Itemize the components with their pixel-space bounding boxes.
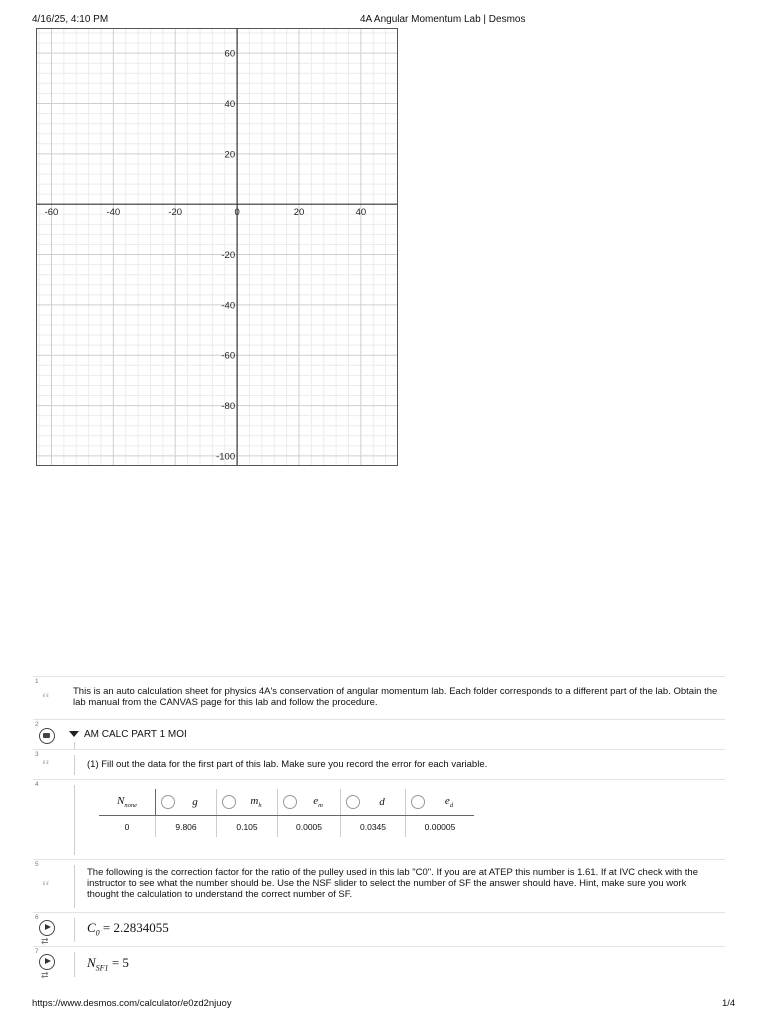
column-toggle-icon[interactable]	[346, 795, 360, 809]
table-cell[interactable]: 0.0345	[341, 816, 406, 838]
note-quote-icon: “	[42, 689, 50, 708]
folder-icon[interactable]	[39, 728, 55, 744]
x-tick-label: 20	[293, 207, 305, 219]
expression-number: 3	[35, 751, 39, 758]
note-quote-icon: “	[42, 877, 50, 896]
column-toggle-icon[interactable]	[161, 795, 175, 809]
folder-indent-bar	[74, 952, 75, 977]
expression-1-note[interactable]	[33, 676, 725, 719]
column-header-g[interactable]: g	[156, 789, 217, 816]
y-tick-label: -20	[221, 250, 236, 262]
folder-indent-bar	[74, 755, 75, 775]
folder-indent-bar	[74, 918, 75, 942]
y-tick-label: -60	[221, 350, 236, 362]
column-toggle-icon[interactable]	[283, 795, 297, 809]
y-tick-label: 20	[224, 149, 236, 161]
expression-list	[33, 676, 725, 981]
expression-7-slider[interactable]	[33, 946, 725, 981]
graph-border	[37, 29, 398, 466]
column-toggle-icon[interactable]	[222, 795, 236, 809]
y-tick-label: -100	[216, 451, 236, 463]
loop-icon[interactable]: ⇄	[41, 936, 49, 946]
folder-indent-bar	[74, 742, 75, 749]
expression-3-note[interactable]	[33, 749, 725, 779]
expression-number: 5	[35, 861, 39, 868]
expression-number: 1	[35, 678, 39, 685]
column-toggle-icon[interactable]	[411, 795, 425, 809]
math-expression[interactable]: $N_{SF1} = 5$	[87, 955, 129, 973]
note-text: The following is the correction factor for the ratio of the pulley used in this lab "C0". If you are at ATEP this number is 1.61. If at IVC check with the instructor to see what the number should be. Use the NSF slider to select the number of SF the answer should have. Hint, make sure you work thought the calculation to understand the correct number of SF.	[87, 867, 699, 900]
expression-number: 6	[35, 914, 39, 921]
math-expression[interactable]: $C_0 = 2.2834055$	[87, 920, 169, 938]
data-table	[99, 789, 474, 837]
column-header-d[interactable]: d	[341, 789, 406, 816]
column-header-m-h[interactable]: $m_h$	[217, 789, 278, 816]
y-tick-label: 40	[224, 99, 236, 111]
folder-indent-bar	[74, 785, 75, 855]
tick-labels	[45, 49, 367, 463]
chevron-down-icon[interactable]	[69, 731, 79, 737]
table-cell[interactable]: 0.0005	[278, 816, 341, 838]
expression-number: 2	[35, 721, 39, 728]
expression-number: 7	[35, 948, 39, 955]
x-tick-label: -20	[168, 207, 183, 219]
minor-gridlines	[36, 28, 398, 466]
play-icon[interactable]	[39, 920, 55, 936]
expression-number: 4	[35, 781, 39, 788]
expression-5-note[interactable]	[33, 859, 725, 912]
note-quote-icon: “	[42, 756, 50, 775]
note-text: (1) Fill out the data for the first part of this lab. Make sure you record the error for each variable.	[87, 759, 488, 770]
y-tick-label: -40	[221, 300, 236, 312]
column-header-e-m[interactable]: $e_m$	[278, 789, 341, 816]
column-header-n-none[interactable]: $N_{none}$	[99, 789, 156, 816]
print-page-number: 1/4	[722, 998, 736, 1009]
table-cell[interactable]: 0.105	[217, 816, 278, 838]
y-tick-label: -80	[221, 401, 236, 413]
table-cell[interactable]: 0.00005	[406, 816, 475, 838]
expression-6-variable[interactable]	[33, 912, 725, 946]
x-tick-label: -60	[44, 207, 59, 219]
table-cell[interactable]: 0	[124, 821, 130, 832]
print-doc-title: 4A Angular Momentum Lab | Desmos	[360, 14, 526, 25]
y-tick-label: 60	[224, 48, 236, 60]
x-tick-label: -40	[106, 207, 121, 219]
loop-icon[interactable]: ⇄	[41, 970, 49, 980]
expression-2-folder[interactable]	[33, 719, 725, 749]
table-row	[99, 816, 474, 838]
note-text: This is an auto calculation sheet for physics 4A's conservation of angular momentum lab. Each folder corresponds to a different part of the lab. Obtain the lab manual from the CANVAS page for this lab and follow the procedure.	[73, 686, 718, 708]
column-header-e-d[interactable]: $e_d$	[406, 789, 475, 816]
x-tick-label: 40	[355, 207, 367, 219]
x-tick-label: 0	[234, 207, 240, 219]
folder-title: AM CALC PART 1 MOI	[84, 729, 187, 740]
print-url: https://www.desmos.com/calculator/e0zd2njuoy	[32, 998, 232, 1009]
expression-4-table[interactable]	[33, 779, 725, 859]
table-cell[interactable]: 9.806	[156, 816, 217, 838]
graph-paper[interactable]	[36, 28, 398, 466]
play-icon[interactable]	[39, 954, 55, 970]
print-datetime: 4/16/25, 4:10 PM	[32, 14, 109, 25]
folder-indent-bar	[74, 865, 75, 908]
